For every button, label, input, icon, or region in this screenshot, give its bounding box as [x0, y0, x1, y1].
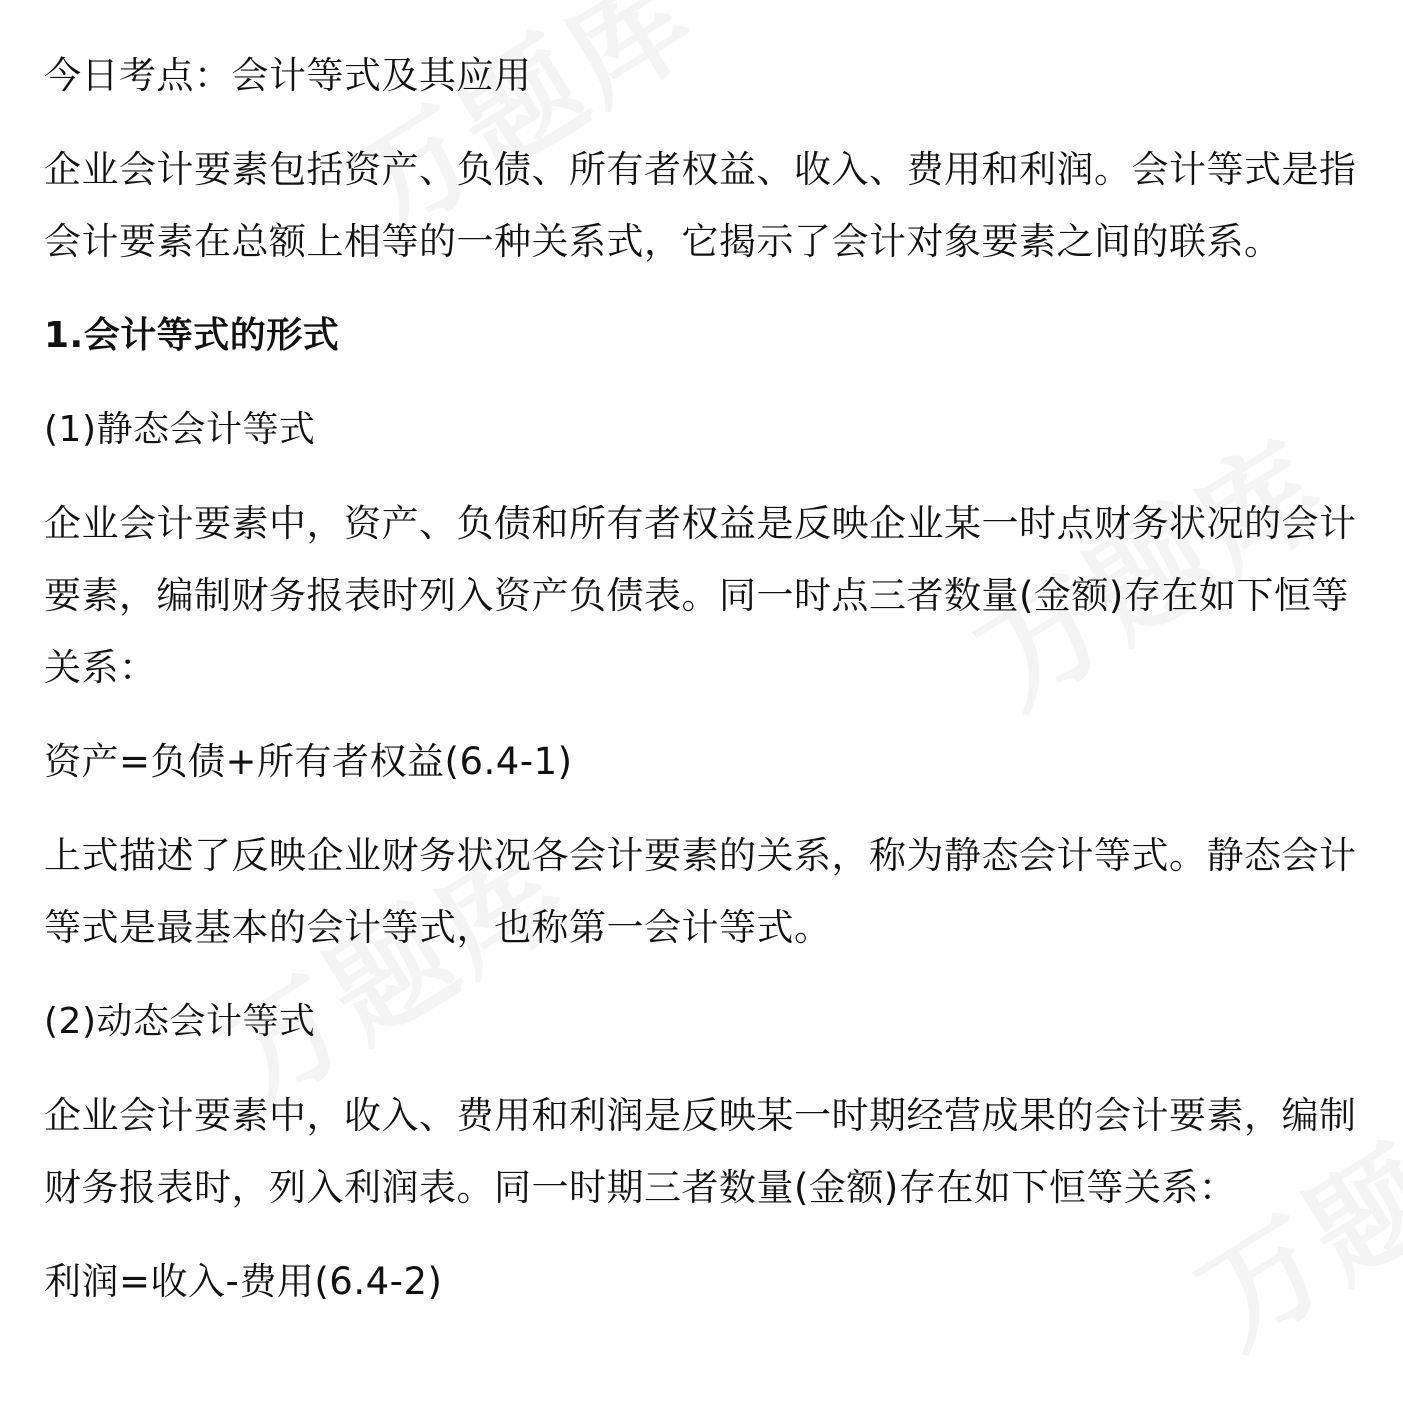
- topic-title: 今日考点：会计等式及其应用: [44, 54, 532, 97]
- intro-paragraph: 企业会计要素包括资产、负债、所有者权益、收入、费用和利润。会计等式是指会计要素在总额上相等的一种关系式，它揭示了会计对象要素之间的联系。: [44, 148, 1357, 263]
- subsection-heading-dynamic: (2)动态会计等式: [44, 1001, 316, 1042]
- section-heading: 1.会计等式的形式: [44, 315, 340, 356]
- static-equation: 资产=负债+所有者权益(6.4-1): [44, 740, 573, 783]
- dynamic-equation-description: 企业会计要素中，收入、费用和利润是反映某一时期经营成果的会计要素，编制财务报表时，列入利润表。同一时期三者数量(金额)存在如下恒等关系：: [44, 1094, 1357, 1209]
- static-equation-description: 企业会计要素中，资产、负债和所有者权益是反映企业某一时点财务状况的会计要素，编制财务报表时列入资产负债表。同一时点三者数量(金额)存在如下恒等关系：: [44, 502, 1357, 689]
- subsection-heading-static: (1)静态会计等式: [44, 409, 316, 450]
- dynamic-equation: 利润=收入-费用(6.4-2): [44, 1260, 443, 1303]
- static-equation-explanation: 上式描述了反映企业财务状况各会计要素的关系，称为静态会计等式。静态会计等式是最基本的会计等式，也称第一会计等式。: [44, 834, 1357, 949]
